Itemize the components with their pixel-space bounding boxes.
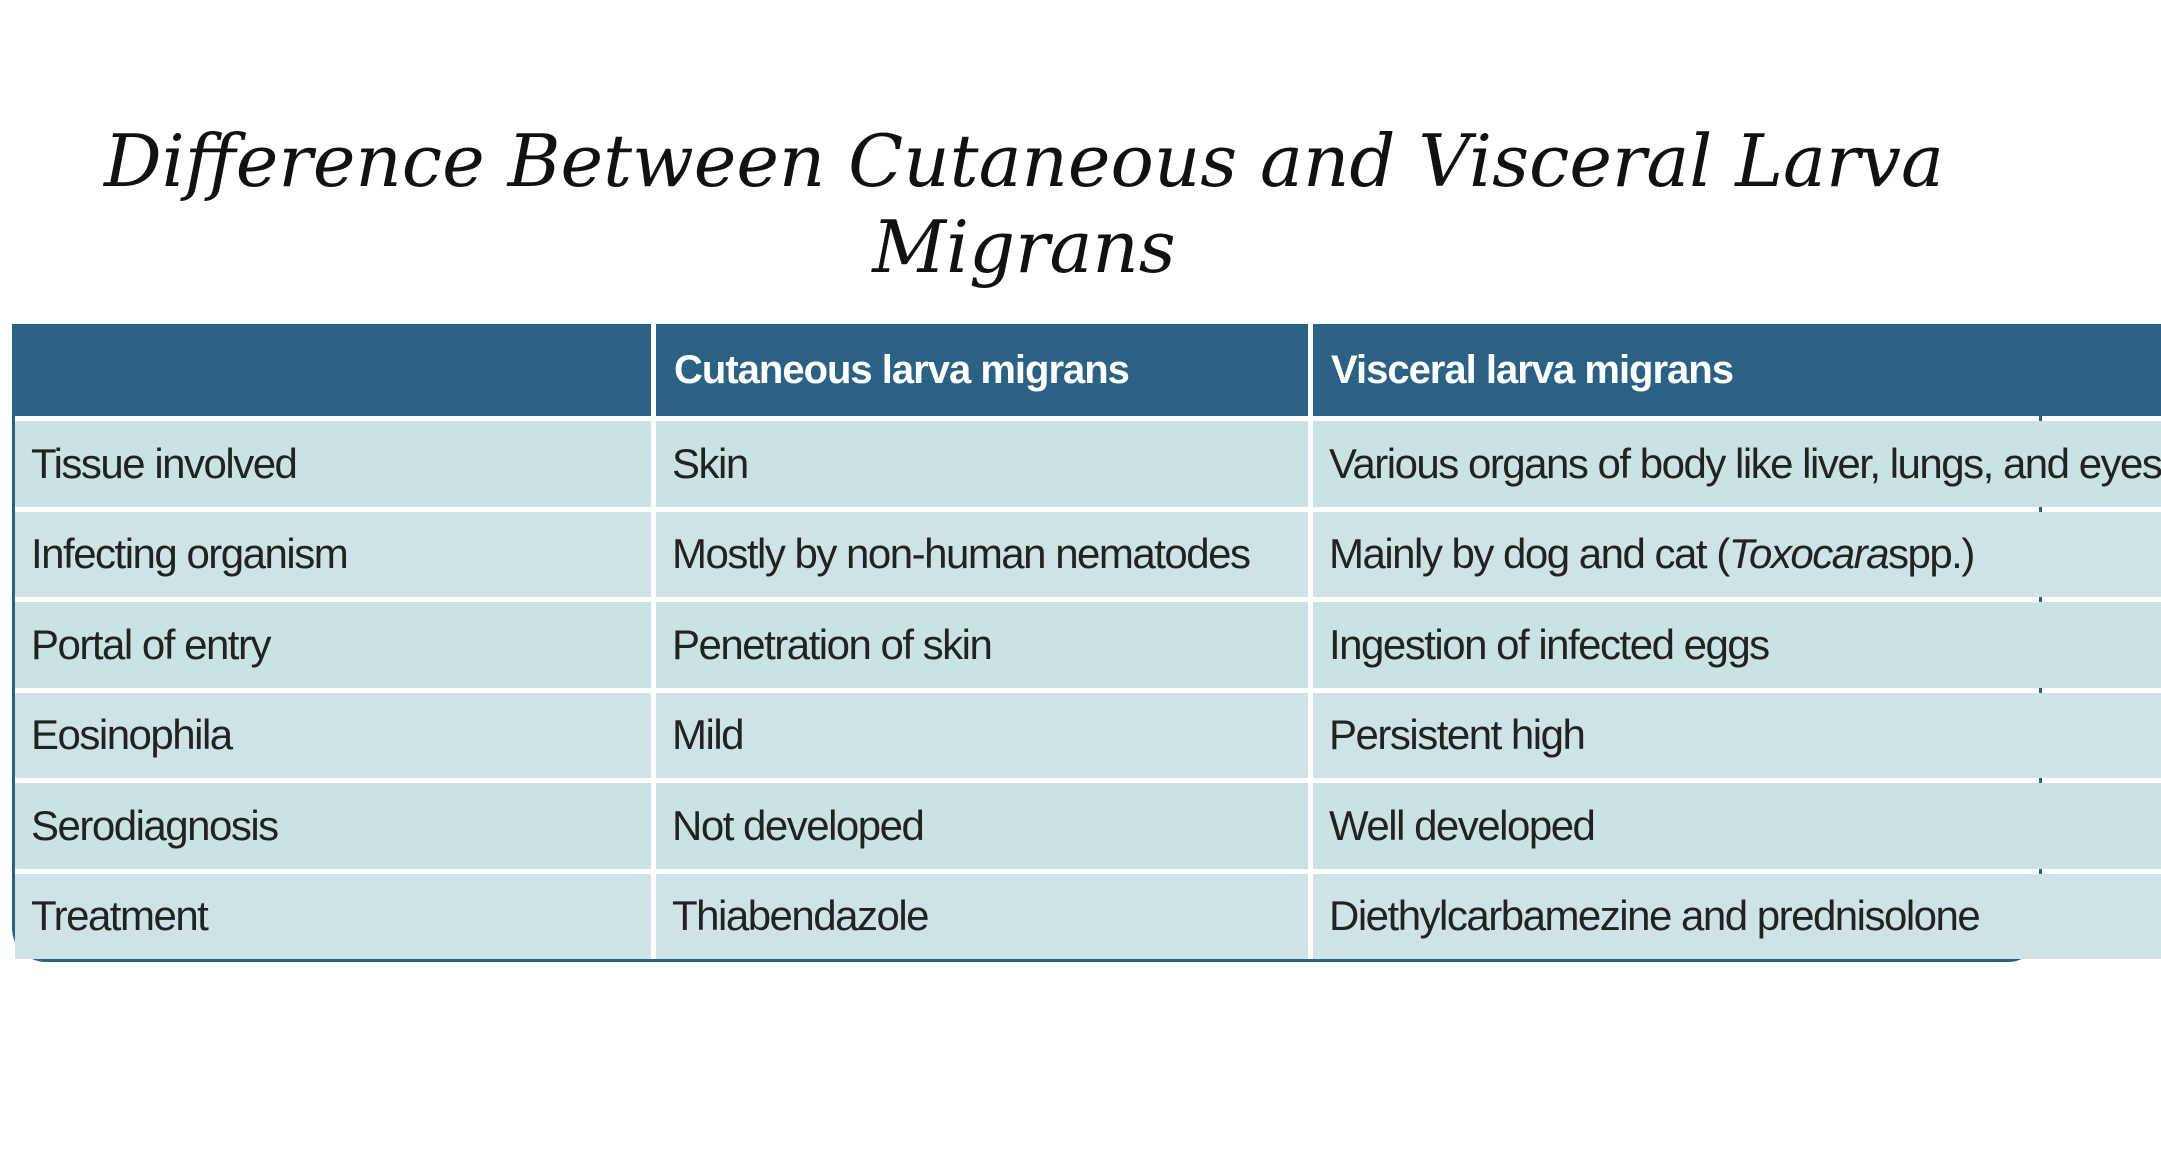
table-grid [15,324,2161,959]
row-label: Serodiagnosis [15,783,651,869]
visceral-value: Diethylcarbamezine and prednisolone [1313,874,2161,960]
visceral-value: Ingestion of infected eggs [1313,602,2161,688]
row-label: Infecting organism [15,512,651,598]
row-label: Tissue involved [15,421,651,507]
row-label: Treatment [15,874,651,960]
header-cell-empty [15,324,651,416]
cutaneous-value: Not developed [656,783,1308,869]
row-label: Eosinophila [15,693,651,779]
cutaneous-value: Thiabendazole [656,874,1308,960]
visceral-value: Well developed [1313,783,2161,869]
visceral-text-pre: Mainly by dog and cat ( [1329,530,1729,578]
cutaneous-value: Mild [656,693,1308,779]
header-cell-visceral: Visceral larva migrans [1313,324,2161,416]
row-label: Portal of entry [15,602,651,688]
header-cell-cutaneous: Cutaneous larva migrans [656,324,1308,416]
visceral-value: Persistent high [1313,693,2161,779]
visceral-value [1313,512,2161,598]
cutaneous-value: Mostly by non-human nematodes [656,512,1308,598]
cutaneous-value: Penetration of skin [656,602,1308,688]
comparison-table [12,324,2161,962]
visceral-text-genus: Toxocara [1728,530,1888,578]
visceral-text-post: spp.) [1887,530,1974,578]
visceral-value: Various organs of body like liver, lungs, and eyes [1313,421,2161,507]
cutaneous-value: Skin [656,421,1308,507]
slide-title: Difference Between Cutaneous and Visceral Larva Migrans [104,119,1944,290]
